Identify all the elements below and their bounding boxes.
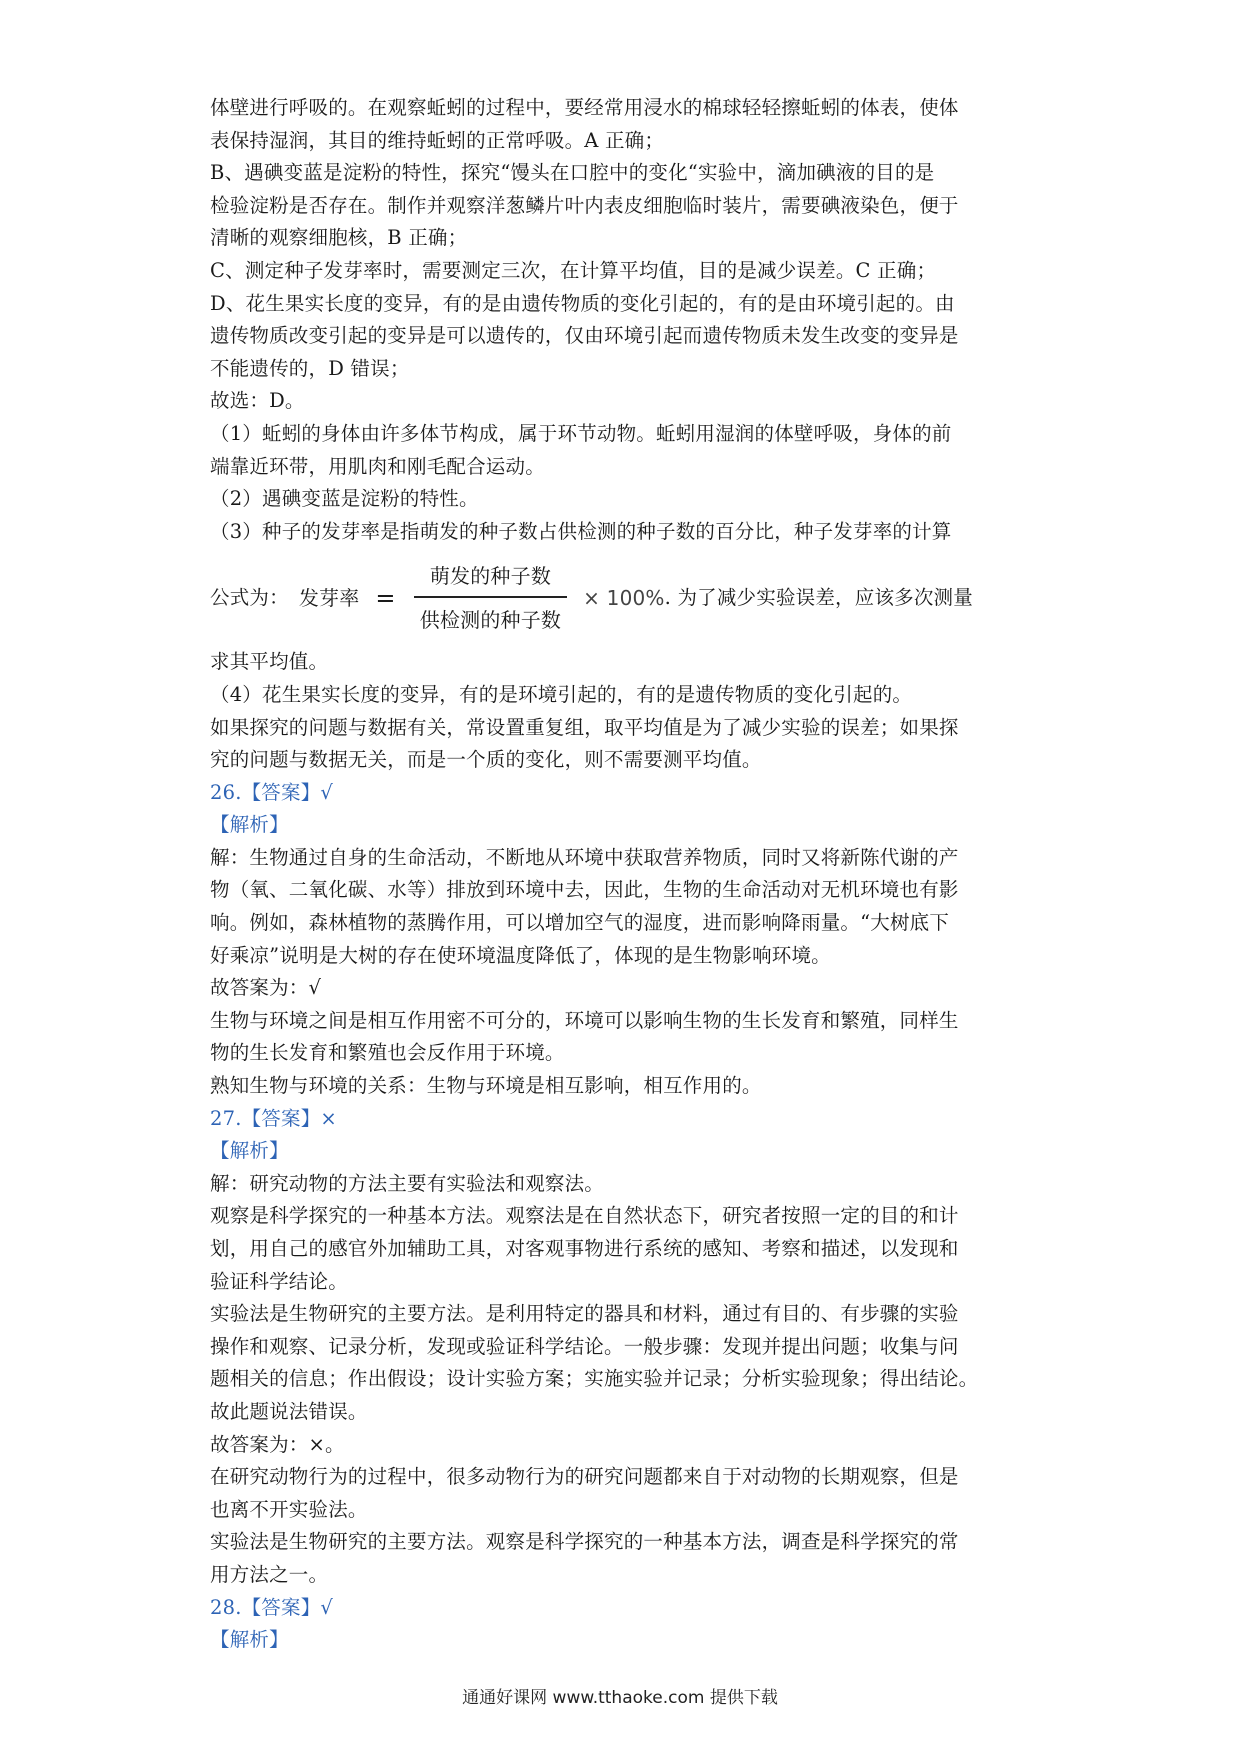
- paragraph-block-b: [210, 646, 1050, 776]
- text-line: 物的生长发育和繁殖也会反作用于环境。: [210, 1041, 565, 1065]
- text-line: 清晰的观察细胞核，B 正确；: [210, 226, 468, 250]
- text-line: 生物与环境之间是相互作用密不可分的，环境可以影响生物的生长发育和繁殖，同样生: [210, 1008, 959, 1032]
- text-line: 故答案为：×。: [210, 1432, 345, 1456]
- text-line: （1）蚯蚓的身体由许多体节构成，属于环节动物。蚯蚓用湿润的体壁呼吸，身体的前: [210, 421, 952, 445]
- text-line: 用方法之一。: [210, 1562, 329, 1586]
- answer-heading: 28.【答案】√: [210, 1595, 334, 1619]
- text-line: （2）遇碘变蓝是淀粉的特性。: [210, 487, 479, 511]
- text-line: 熟知生物与环境的关系：生物与环境是相互影响，相互作用的。: [210, 1074, 762, 1098]
- text-line: D、花生果实长度的变异，有的是由遗传物质的变化引起的，有的是由环境引起的。由: [210, 291, 955, 315]
- question-28: [210, 1592, 1050, 1657]
- text-line: 遗传物质改变引起的变异是可以遗传的，仅由环境引起而遗传物质未发生改变的变异是: [210, 324, 959, 348]
- text-line: 不能遗传的，D 错误；: [210, 356, 410, 380]
- text-line: 好乘凉”说明是大树的存在使环境温度降低了，体现的是生物影响环境。: [210, 943, 831, 967]
- analysis-heading: 【解析】: [210, 813, 289, 837]
- text-line: 物（氧、二氧化碳、水等）排放到环境中去，因此，生物的生命活动对无机环境也有影: [210, 878, 959, 902]
- analysis-heading: 【解析】: [210, 1628, 289, 1652]
- text-line: 如果探究的问题与数据有关，常设置重复组，取平均值是为了减少实验的误差；如果探: [210, 715, 959, 739]
- text-line: 求其平均值。: [210, 650, 329, 674]
- text-line: 端靠近环带，用肌肉和刚毛配合运动。: [210, 454, 545, 478]
- paragraph-block-a: [210, 92, 1050, 548]
- text-line: C、测定种子发芽率时，需要测定三次，在计算平均值，目的是减少误差。C 正确；: [210, 258, 937, 282]
- text-line: 解：研究动物的方法主要有实验法和观察法。: [210, 1171, 605, 1195]
- document-body: [210, 92, 1050, 1657]
- formula-numerator: 萌发的种子数: [429, 564, 552, 589]
- text-line: 故此题说法错误。: [210, 1399, 368, 1423]
- formula-suffix: . 为了减少实验误差，应该多次测量: [664, 586, 973, 610]
- formula-equals: =: [375, 584, 396, 613]
- germination-rate-formula: [210, 552, 1050, 644]
- text-line: 检验淀粉是否存在。制作并观察洋葱鳞片叶内表皮细胞临时装片，需要碘液染色，便于: [210, 193, 959, 217]
- formula-fraction: [414, 562, 567, 634]
- text-line: 也离不开实验法。: [210, 1497, 368, 1521]
- text-line: 验证科学结论。: [210, 1269, 348, 1293]
- text-line: 究的问题与数据无关，而是一个质的变化，则不需要测平均值。: [210, 748, 762, 772]
- text-line: 观察是科学探究的一种基本方法。观察法是在自然状态下，研究者按照一定的目的和计: [210, 1204, 959, 1228]
- text-line: 实验法是生物研究的主要方法。是利用特定的器具和材料，通过有目的、有步骤的实验: [210, 1302, 959, 1326]
- text-line: 操作和观察、记录分析，发现或验证科学结论。一般步骤：发现并提出问题；收集与问: [210, 1334, 959, 1358]
- text-line: 故答案为：√: [210, 976, 322, 1000]
- text-line: 表保持湿润，其目的维持蚯蚓的正常呼吸。A 正确；: [210, 128, 665, 152]
- question-26: [210, 777, 1050, 1103]
- formula-label: 发芽率: [298, 586, 360, 611]
- text-line: 体壁进行呼吸的。在观察蚯蚓的过程中，要经常用浸水的棉球轻轻擦蚯蚓的体表，使体: [210, 96, 959, 119]
- text-line: 响。例如，森林植物的蒸腾作用，可以增加空气的湿度，进而影响降雨量。“大树底下: [210, 911, 950, 935]
- answer-heading: 27.【答案】×: [210, 1106, 337, 1130]
- question-27: [210, 1103, 1050, 1592]
- formula-times: × 100%: [583, 586, 665, 611]
- formula-prefix: 公式为：: [210, 586, 289, 610]
- text-line: 解：生物通过自身的生命活动，不断地从环境中获取营养物质，同时又将新陈代谢的产: [210, 845, 959, 869]
- page-footer: 通通好课网 www.tthaoke.com 提供下载: [462, 1688, 778, 1708]
- formula-denominator: 供检测的种子数: [419, 608, 562, 633]
- answer-heading: 26.【答案】√: [210, 780, 334, 804]
- text-line: 故选：D。: [210, 389, 305, 413]
- text-line: 划，用自己的感官外加辅助工具，对客观事物进行系统的感知、考察和描述，以发现和: [210, 1237, 959, 1260]
- text-line: 在研究动物行为的过程中，很多动物行为的研究问题都来自于对动物的长期观察，但是: [210, 1465, 959, 1489]
- text-line: B、遇碘变蓝是淀粉的特性，探究“馒头在口腔中的变化“实验中，滴加碘液的目的是: [210, 161, 935, 185]
- analysis-heading: 【解析】: [210, 1139, 289, 1163]
- text-line: （4）花生果实长度的变异，有的是环境引起的，有的是遗传物质的变化引起的。: [210, 682, 913, 706]
- text-line: 题相关的信息；作出假设；设计实验方案；实施实验并记录；分析实验现象；得出结论。: [210, 1367, 979, 1391]
- text-line: 实验法是生物研究的主要方法。观察是科学探究的一种基本方法，调查是科学探究的常: [210, 1530, 959, 1554]
- text-line: （3）种子的发芽率是指萌发的种子数占供检测的种子数的百分比，种子发芽率的计算: [210, 519, 952, 543]
